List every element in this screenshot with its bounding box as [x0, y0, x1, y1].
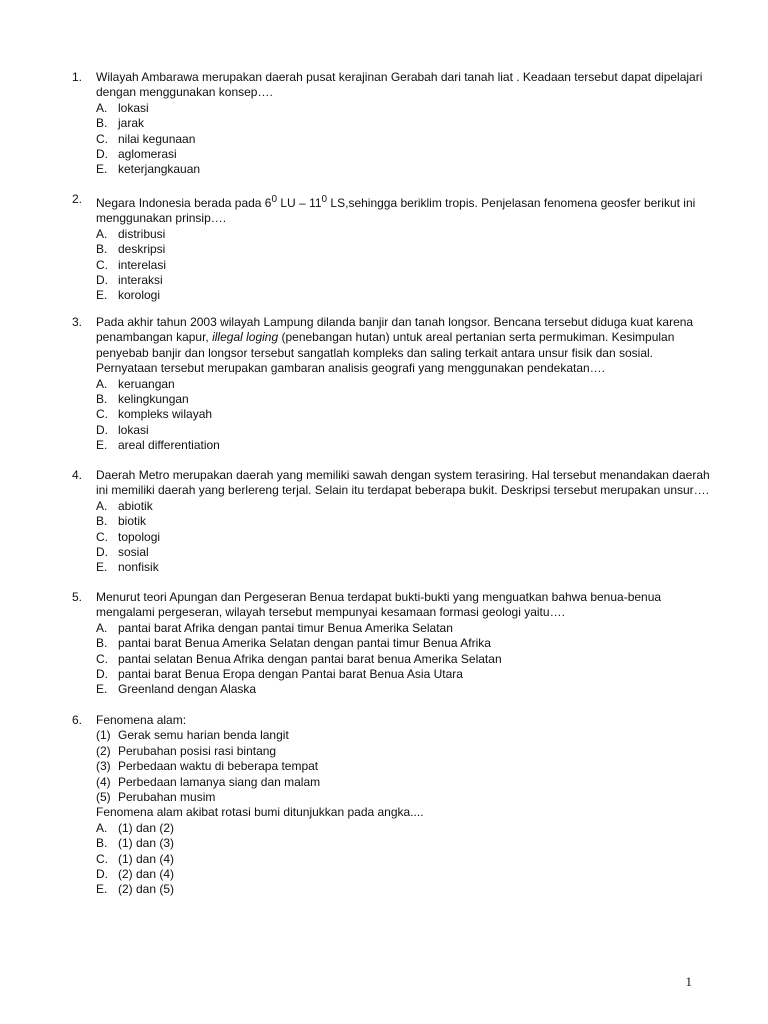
option-letter: B.	[96, 242, 108, 257]
question-number: 6.	[72, 713, 83, 727]
option-a	[96, 227, 712, 242]
item-text: Gerak semu harian benda langit	[118, 728, 289, 743]
degree-superscript: 0	[271, 194, 278, 205]
option-letter: C.	[96, 529, 108, 544]
question-1	[72, 70, 712, 178]
option-text: (2) dan (5)	[118, 882, 175, 897]
question-number: 5.	[72, 590, 83, 604]
option-letter: C.	[96, 651, 108, 666]
option-text: (1) dan (2)	[118, 820, 175, 835]
option-text: sosial	[118, 545, 149, 560]
degree-superscript: 0	[321, 194, 328, 205]
option-text: pantai barat Benua Eropa dengan Pantai barat Benua Asia Utara	[118, 667, 463, 682]
option-text: biotik	[118, 514, 147, 529]
question-text-part: Pada akhir tahun 2003 wilayah Lampung dilanda banjir dan tanah longsor. Bencana tersebut diduga kuat karena penambangan kapur,	[96, 315, 694, 345]
question-text: Menurut teori Apungan dan Pergeseran Benua terdapat bukti-bukti yang menguatkan bahwa benua-benua mengalami pergeseran, wilayah tersebut mempunyai kesamaan formasi geologi yaitu….	[96, 590, 662, 620]
option-text: kelingkungan	[118, 392, 189, 407]
question-number: 3.	[72, 315, 83, 329]
option-c	[96, 652, 712, 667]
question-3	[72, 315, 712, 454]
option-letter: A.	[96, 100, 108, 115]
option-letter: C.	[96, 407, 108, 422]
item-number: (3)	[96, 759, 111, 774]
option-c	[96, 852, 712, 867]
question-2	[72, 192, 712, 304]
question-text	[96, 315, 712, 377]
question-text: Wilayah Ambarawa merupakan daerah pusat kerajinan Gerabah dari tanah liat . Keadaan tersebut dapat dipelajari dengan menggunakan konsep….	[96, 70, 703, 100]
option-b	[96, 116, 712, 131]
item-text: Perubahan posisi rasi bintang	[118, 743, 277, 758]
option-letter: D.	[96, 545, 108, 560]
option-text: (1) dan (3)	[118, 836, 175, 851]
option-text: (1) dan (4)	[118, 851, 175, 866]
option-e	[96, 682, 712, 697]
question-text-part: LS,sehingga beriklim tropis. Penjelasan fenomena geosfer berikut ini menggunakan prinsip….	[96, 196, 696, 226]
page-number: 1	[685, 974, 692, 989]
phenomenon-item-2	[96, 744, 712, 759]
option-a	[96, 499, 712, 514]
item-number: (5)	[96, 790, 111, 805]
option-c	[96, 530, 712, 545]
option-text: keruangan	[118, 376, 175, 391]
option-d	[96, 867, 712, 882]
option-letter: B.	[96, 514, 108, 529]
option-text: pantai barat Benua Amerika Selatan dengan pantai timur Benua Afrika	[118, 636, 491, 651]
option-d	[96, 147, 712, 162]
option-text: aglomerasi	[118, 147, 177, 162]
option-text: deskripsi	[118, 242, 166, 257]
option-text: lokasi	[118, 100, 149, 115]
question-number: 1.	[72, 70, 83, 84]
option-text: nonfisik	[118, 560, 159, 575]
option-letter: A.	[96, 498, 108, 513]
option-text: korologi	[118, 288, 161, 303]
option-b	[96, 514, 712, 529]
option-text: kompleks wilayah	[118, 407, 213, 422]
option-letter: A.	[96, 226, 108, 241]
option-letter: A.	[96, 820, 108, 835]
option-c	[96, 407, 712, 422]
option-text: Greenland dengan Alaska	[118, 682, 257, 697]
option-text: interelasi	[118, 257, 167, 272]
option-e	[96, 288, 712, 303]
option-letter: E.	[96, 682, 108, 697]
item-text: Perubahan musim	[118, 790, 216, 805]
option-letter: D.	[96, 867, 108, 882]
option-letter: B.	[96, 116, 108, 131]
option-letter: E.	[96, 162, 108, 177]
option-e	[96, 438, 712, 453]
option-text: jarak	[118, 116, 145, 131]
option-e	[96, 560, 712, 575]
option-b	[96, 242, 712, 257]
option-d	[96, 667, 712, 682]
option-letter: B.	[96, 636, 108, 651]
option-a	[96, 101, 712, 116]
question-text-part: (penebangan hutan) untuk areal pertanian serta permukiman. Kesimpulan penyebab banjir dan longsor tersebut sangatlah kompleks dan saling terkait antara unsur fisik dan sosial. Pernyataan tersebut merupakan gambaran analisis geografi yang menggunakan pendekatan….	[96, 330, 675, 376]
option-c	[96, 258, 712, 273]
option-text: pantai barat Afrika dengan pantai timur Benua Amerika Selatan	[118, 620, 453, 635]
option-letter: E.	[96, 288, 108, 303]
question-text-part: Negara Indonesia berada pada 6	[96, 196, 272, 210]
option-b	[96, 636, 712, 651]
option-letter: D.	[96, 667, 108, 682]
option-text: distribusi	[118, 226, 166, 241]
option-text: topologi	[118, 529, 161, 544]
option-c	[96, 132, 712, 147]
option-text: interaksi	[118, 273, 163, 288]
option-text: keterjangkauan	[118, 162, 201, 177]
option-text: areal differentiation	[118, 438, 220, 453]
option-b	[96, 836, 712, 851]
option-letter: B.	[96, 392, 108, 407]
option-e	[96, 882, 712, 897]
option-letter: C.	[96, 851, 108, 866]
option-d	[96, 545, 712, 560]
phenomenon-item-5	[96, 790, 712, 805]
phenomenon-item-3	[96, 759, 712, 774]
question-text	[96, 192, 712, 227]
option-e	[96, 162, 712, 177]
option-text: pantai selatan Benua Afrika dengan pantai barat benua Amerika Selatan	[118, 651, 502, 666]
question-4	[72, 468, 712, 576]
option-text: lokasi	[118, 422, 149, 437]
option-d	[96, 423, 712, 438]
option-b	[96, 392, 712, 407]
option-letter: A.	[96, 376, 108, 391]
option-a	[96, 621, 712, 636]
option-text: nilai kegunaan	[118, 131, 196, 146]
item-text: Perbedaan lamanya siang dan malam	[118, 774, 321, 789]
option-text: (2) dan (4)	[118, 867, 175, 882]
item-number: (2)	[96, 743, 111, 758]
question-5	[72, 590, 712, 698]
option-a	[96, 821, 712, 836]
item-number: (4)	[96, 774, 111, 789]
phenomenon-item-1	[96, 728, 712, 743]
item-number: (1)	[96, 728, 111, 743]
option-letter: E.	[96, 438, 108, 453]
option-letter: D.	[96, 273, 108, 288]
question-prompt: Fenomena alam akibat rotasi bumi ditunjukkan pada angka....	[96, 805, 424, 820]
option-letter: E.	[96, 560, 108, 575]
option-letter: D.	[96, 422, 108, 437]
question-number: 2.	[72, 192, 83, 206]
italic-term: illegal loging	[212, 330, 279, 345]
question-6	[72, 713, 712, 898]
option-letter: C.	[96, 131, 108, 146]
option-letter: D.	[96, 147, 108, 162]
question-text: Daerah Metro merupakan daerah yang memiliki sawah dengan system terasiring. Hal tersebut menandakan daerah ini memiliki daerah yang berlereng terjal. Selain itu terdapat beberapa bukit. Deskripsi tersebut merupakan unsur….	[96, 468, 710, 498]
option-d	[96, 273, 712, 288]
question-text: Fenomena alam:	[96, 713, 187, 727]
option-letter: E.	[96, 882, 108, 897]
item-text: Perbedaan waktu di beberapa tempat	[118, 759, 319, 774]
option-text: abiotik	[118, 498, 153, 513]
option-letter: B.	[96, 836, 108, 851]
option-a	[96, 377, 712, 392]
option-letter: C.	[96, 257, 108, 272]
phenomenon-item-4	[96, 775, 712, 790]
question-number: 4.	[72, 468, 83, 482]
option-letter: A.	[96, 620, 108, 635]
question-text-part: LU – 11	[277, 196, 322, 210]
